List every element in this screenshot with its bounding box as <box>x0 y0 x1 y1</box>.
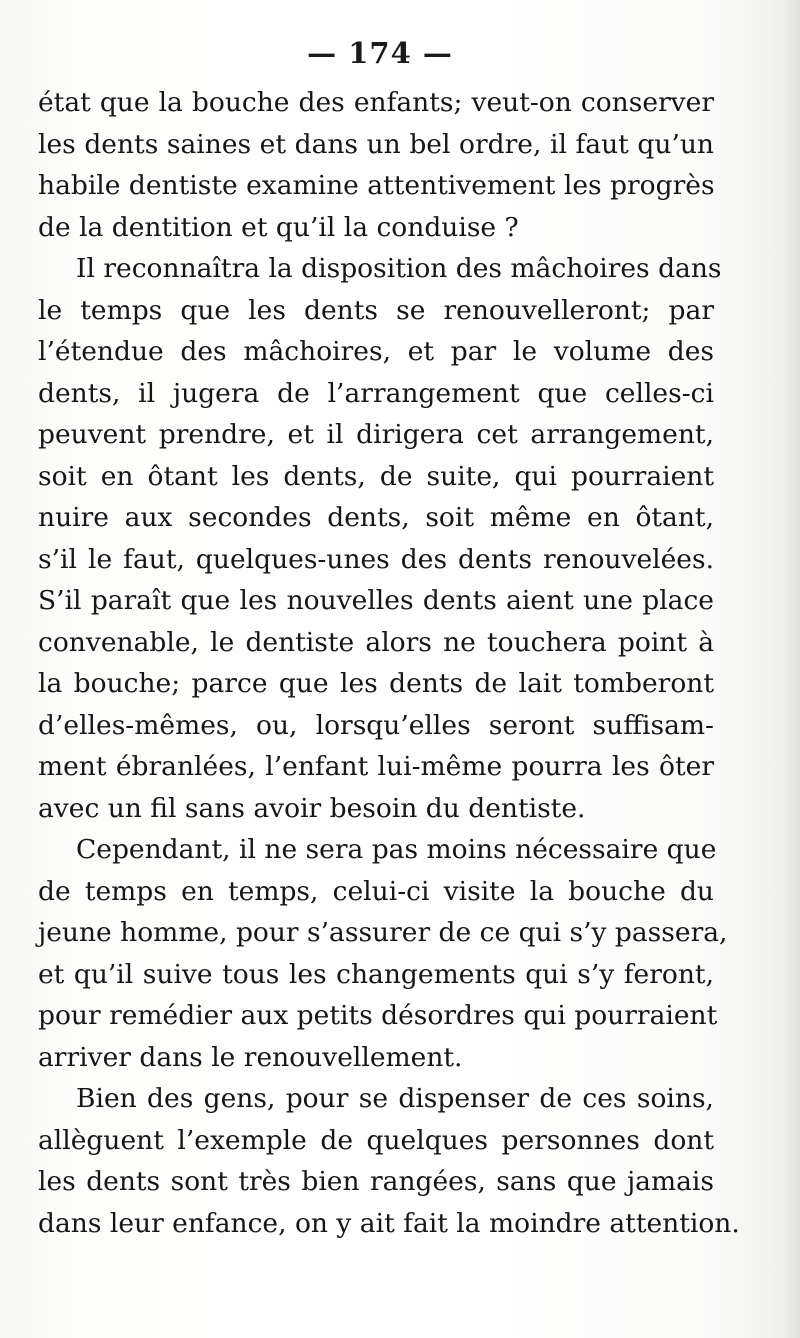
text-line: soit en ôtant les dents, de suite, qui pourraient <box>38 460 714 492</box>
page-edge-shadow <box>782 0 800 1338</box>
text-line: de temps en temps, celui-ci visite la bouche du <box>38 875 714 907</box>
text-line: s’il le faut, quelques-unes des dents renouvelées. <box>38 543 714 575</box>
text-line: d’elles-mêmes, ou, lorsqu’elles seront suffisam- <box>38 709 714 741</box>
text-line: état que la bouche des enfants; veut-on conserver <box>38 87 714 118</box>
text-line: l’étendue des mâchoires, et par le volume des <box>38 336 714 367</box>
text-line: Cependant, il ne sera pas moins nécessaire que <box>76 834 717 865</box>
text-line: le temps que les dents se renouvelleront; par <box>38 294 714 326</box>
body-text <box>38 82 740 1244</box>
text-line: Il reconnaîtra la disposition des mâchoires dans <box>76 253 722 284</box>
text-line: convenable, le dentiste alors ne touchera point à <box>38 626 714 658</box>
paragraph-3 <box>38 829 728 1078</box>
text-line: ment ébranlées, l’enfant lui-même pourra les ôter <box>38 751 714 782</box>
text-line: Bien des gens, pour se dispenser de ces soins, <box>76 1083 714 1114</box>
page-number: — 174 — <box>307 36 453 70</box>
text-line: la bouche; parce que les dents de lait tomberont <box>38 668 714 699</box>
text-line: jeune homme, pour s’assurer de ce qui s’y passera, <box>38 917 728 948</box>
text-line: de la dentition et qu’il la conduise ? <box>38 211 519 243</box>
text-line: S’il paraît que les nouvelles dents aient une place <box>38 585 714 616</box>
text-line: peuvent prendre, et il dirigera cet arrangement, <box>38 419 714 450</box>
text-line: habile dentiste examine attentivement les progrès <box>38 170 715 201</box>
text-line: nuire aux secondes dents, soit même en ôtant, <box>38 502 714 533</box>
text-line: dans leur enfance, on y ait fait la moindre attention. <box>38 1207 740 1239</box>
paragraph-4 <box>38 1078 740 1244</box>
text-line: les dents saines et dans un bel ordre, il faut qu’un <box>38 128 714 160</box>
text-line: avec un fil sans avoir besoin du dentiste. <box>38 792 586 824</box>
paragraph-1 <box>38 82 714 248</box>
paragraph-2 <box>38 248 722 829</box>
text-line: pour remédier aux petits désordres qui pourraient <box>38 1000 718 1031</box>
text-line: arriver dans le renouvellement. <box>38 1041 463 1073</box>
text-line: les dents sont très bien rangées, sans que jamais <box>38 1166 714 1197</box>
text-line: et qu’il suive tous les changements qui s’y feront, <box>38 958 714 990</box>
text-line: allèguent l’exemple de quelques personnes dont <box>38 1124 714 1156</box>
text-line: dents, il jugera de l’arrangement que celles-ci <box>38 377 714 409</box>
